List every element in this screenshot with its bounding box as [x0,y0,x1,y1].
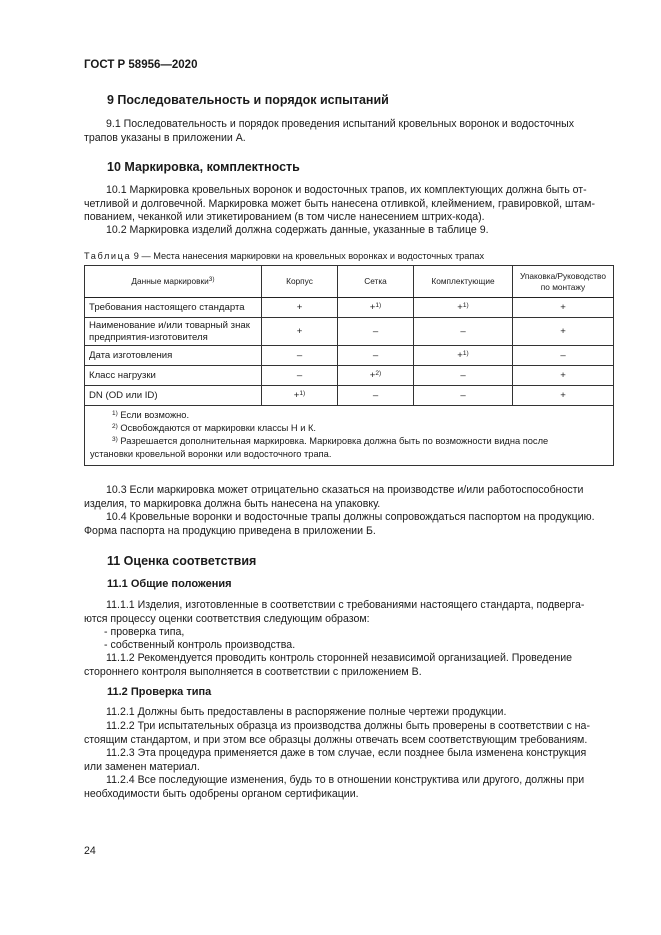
cell-pack: + [513,318,614,346]
paragraph-line: стороннего контроля выполняется в соответствии с приложением В. [84,665,422,678]
cell-value: + [296,301,303,313]
table-row [85,298,614,318]
paragraph-line: Форма паспорта на продукцию приведена в приложении Б. [84,524,376,537]
header-pack-line2: по монтажу [540,281,586,292]
subsection-11-2-title: 11.2 Проверка типа [107,686,212,698]
paragraph-line: 10.3 Если маркировка может отрицательно сказаться на производстве и/или работоспособности [106,484,584,496]
paragraph-10-4 [84,511,614,538]
cell-value: + [293,389,300,401]
cell-grid [338,298,414,318]
paragraph-line: 11.2.1 Должны быть предоставлены в распоряжение полные чертежи продукции. [106,706,507,718]
footnote-ref: 1) [299,389,306,397]
cell-grid: – [338,318,414,346]
footnote-ref: 1) [375,301,382,309]
list-item: - собственный контроль производства. [104,639,296,651]
paragraph-11-2-1 [84,706,614,720]
paragraph-11-2-4 [84,774,614,801]
paragraph-line: 10.2 Маркировка изделий должна содержать данные, указанные в таблице 9. [106,224,489,236]
paragraph-10-3 [84,484,614,511]
row-label: Требования настоящего стандарта [85,298,262,318]
header-data [85,266,262,298]
header-pack-line1: Упаковка/Руководство [520,270,606,281]
cell-value: + [457,349,463,361]
cell-body: – [262,346,338,366]
cell-value: + [369,369,376,381]
paragraph-11-2-2 [84,720,614,747]
table-note-3 [90,435,608,448]
section-9-title: 9 Последовательность и порядок испытаний [107,93,389,107]
document-header-standard: ГОСТ Р 58956—2020 [84,59,198,71]
paragraph-9-1 [84,118,614,145]
header-pack [513,266,614,298]
cell-body [262,386,338,406]
paragraph-10-2 [84,224,614,238]
paragraph-line: 9.1 Последовательность и порядок проведения испытаний кровельных воронок и водосточных [106,118,575,130]
row-label: DN (OD или ID) [85,386,262,406]
cell-grid: – [338,346,414,366]
footnote-ref: 3) [208,276,215,283]
table-row [85,366,614,386]
cell-parts [414,346,513,366]
paragraph-line: четливой и долговечной. Маркировка может быть нанесена отливкой, клеймением, гравировкой, штам- [84,197,595,210]
cell-parts: – [414,318,513,346]
paragraph-line: ются процессу оценки соответствия следующим образом: [84,612,370,625]
note-text: Если возможно. [120,410,190,420]
cell-pack: + [513,298,614,318]
table-header-row [85,266,614,298]
table-9-caption [84,251,484,261]
cell-parts: – [414,366,513,386]
paragraph-line: 11.2.2 Три испытательных образца из производства должны быть проверены в соответствии с на- [106,720,590,732]
note-marker: 2) [112,423,118,430]
table-caption-text: 9 — Места нанесения маркировки на кровельных воронках и водосточных трапах [133,251,485,261]
table-row [85,346,614,366]
table-notes [85,406,614,466]
subsection-11-1-title: 11.1 Общие положения [107,578,232,590]
table-note-3-cont: установки кровельной воронки или водосточного трапа. [90,449,332,459]
note-text: Освобождаются от маркировки классы Н и К. [120,423,316,433]
cell-pack: – [513,346,614,366]
paragraph-line: 11.1.1 Изделия, изготовленные в соответствии с требованиями настоящего стандарта, подверга- [106,599,585,611]
footnote-ref: 1) [462,301,469,309]
cell-value: + [369,301,376,313]
paragraph-line: 11.2.4 Все последующие изменения, будь то в отношении конструктива или другого, должны при [106,774,585,786]
header-body: Корпус [262,266,338,298]
table-note-1 [90,409,608,422]
paragraph-11-1-1 [84,599,614,626]
paragraph-10-1 [84,184,614,225]
row-label: Наименование и/или товарный знак предприятия-изготовителя [85,318,262,346]
table-note-2 [90,422,608,435]
paragraph-line: 11.1.2 Рекомендуется проводить контроль сторонней независимой организацией. Проведение [106,652,573,664]
section-11-title: 11 Оценка соответствия [107,554,257,568]
paragraph-line: изделия, то маркировка должна быть нанесена на упаковку. [84,497,381,510]
table-caption-word: Таблица [84,251,132,261]
cell-grid: – [338,386,414,406]
paragraph-line: 11.2.3 Эта процедура применяется даже в том случае, если позднее была изменена конструкция [106,747,587,759]
note-marker: 1) [112,410,118,417]
row-label: Дата изготовления [85,346,262,366]
cell-value: + [457,301,463,313]
paragraph-line: 10.4 Кровельные воронки и водосточные трапы должны сопровождаться паспортом на продукцию. [106,511,595,523]
table-notes-row [85,406,614,466]
row-label: Класс нагрузки [85,366,262,386]
table-9 [84,265,614,466]
cell-parts: – [414,386,513,406]
footnote-ref: 1) [462,349,469,357]
paragraph-11-1-2 [84,652,614,679]
note-marker: 3) [112,436,118,443]
page-number: 24 [84,845,96,857]
section-10-title: 10 Маркировка, комплектность [107,160,300,174]
table-row [85,318,614,346]
footnote-ref: 2) [375,369,382,377]
paragraph-11-2-3 [84,747,614,774]
paragraph-line: или заменен материал. [84,760,200,773]
cell-body [262,298,338,318]
cell-parts [414,298,513,318]
list-item: - проверка типа, [104,626,185,638]
header-grid: Сетка [338,266,414,298]
paragraph-line: стоящим стандартом, и при этом все образцы должны отвечать всем соответствующим требованиям. [84,733,588,746]
paragraph-line: необходимости быть одобрены органом сертификации. [84,787,359,800]
cell-body: + [262,318,338,346]
table-row [85,386,614,406]
cell-grid [338,366,414,386]
paragraph-line: трапов указаны в приложении А. [84,131,246,144]
cell-pack: + [513,386,614,406]
paragraph-line: 10.1 Маркировка кровельных воронок и водосточных трапов, их комплектующих должна быть от- [106,184,587,196]
note-text: Разрешается дополнительная маркировка. Маркировка должна быть по возможности видна после [120,436,549,446]
header-data-text: Данные маркировки [131,276,209,286]
cell-body: – [262,366,338,386]
cell-pack: + [513,366,614,386]
header-parts: Комплектующие [414,266,513,298]
paragraph-line: пованием, чеканкой или этикетированием (в том числе нанесением штрих-кода). [84,211,485,223]
